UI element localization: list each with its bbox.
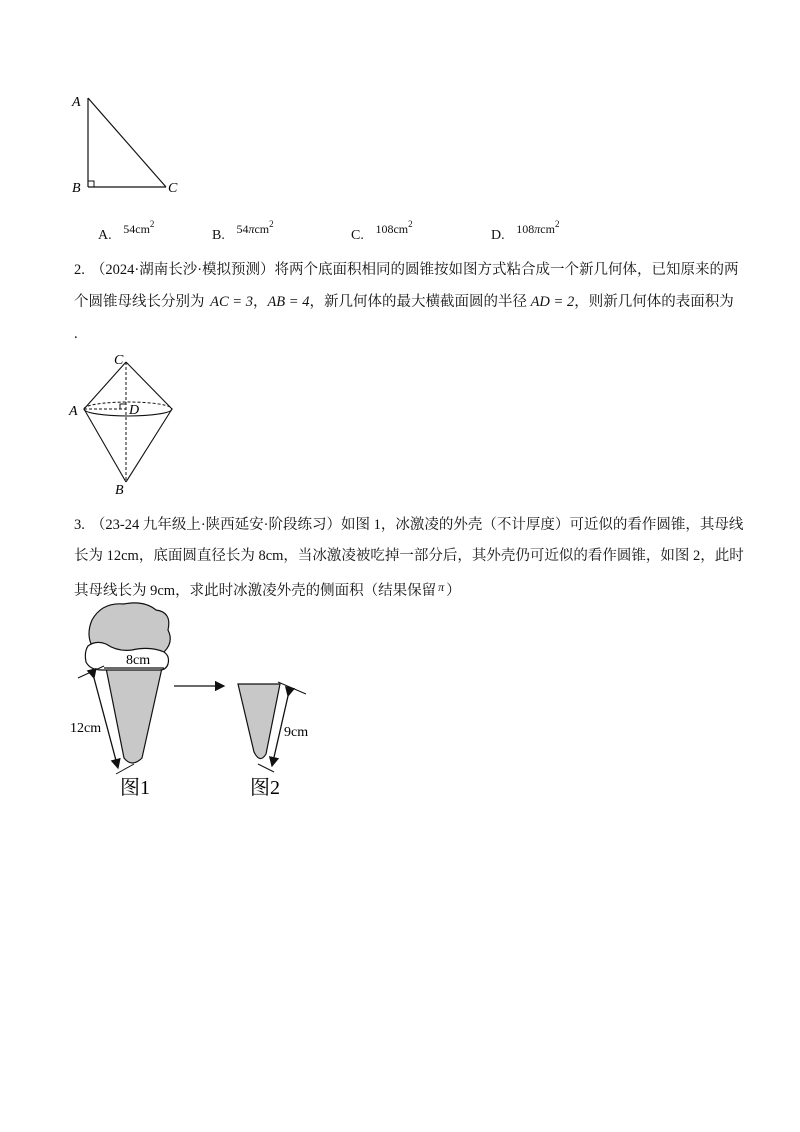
q2-eq-ad: AD = 2 — [530, 294, 575, 310]
q3-line-1 — [74, 515, 743, 535]
fig1-cone — [106, 668, 162, 763]
q2-line-3 — [74, 324, 78, 344]
q2-double-cone-figure — [66, 348, 186, 498]
option-d-value: 108 — [516, 222, 535, 236]
q1-option-a[interactable] — [98, 214, 155, 243]
q3-text-1: 如图 1，冰激凌的外壳（不计厚度）可近似的看作圆锥，其母线 — [341, 517, 744, 533]
q2-label-a: A — [69, 404, 78, 419]
q2-line-b-right — [126, 409, 172, 482]
option-c-value: 108cm — [375, 222, 409, 236]
q1-triangle-figure — [60, 88, 200, 198]
q2-label-b: B — [115, 483, 124, 498]
q3-line-2 — [74, 546, 744, 566]
option-b-label: B. — [212, 228, 225, 243]
q2-text-3: . — [74, 326, 78, 342]
option-b-pi: π — [248, 222, 255, 236]
fig2-slant-label: 9cm — [284, 725, 309, 740]
option-c-label: C. — [351, 228, 364, 243]
q2-label-d: D — [129, 403, 140, 418]
option-d-pi: π — [534, 222, 541, 236]
q2-line-1 — [74, 260, 739, 280]
q2-text-2c: ，则新几何体的表面积为 — [574, 294, 734, 310]
q3-icecream-figure — [60, 600, 320, 805]
option-a-exp: 2 — [149, 219, 155, 229]
fig1-caption: 图1 — [120, 777, 150, 799]
fig1-bottom-ext — [116, 764, 134, 774]
q1-option-d[interactable] — [491, 214, 560, 243]
q2-text-1: 将两个底面积相同的圆锥按如图方式粘合成一个新几何体，已知原来的两 — [274, 262, 739, 278]
q2-source: （2024·湖南长沙·模拟预测） — [90, 262, 275, 278]
q1-right-angle-mark — [88, 181, 94, 187]
fig1-slant-label: 12cm — [70, 721, 102, 736]
q2-label-c: C — [114, 353, 124, 368]
option-c-exp: 2 — [408, 219, 413, 229]
q1-label-a: A — [72, 95, 81, 110]
q1-label-c: C — [168, 181, 178, 196]
q3-text-3-end: ） — [446, 583, 461, 599]
q1-option-b[interactable] — [212, 214, 274, 243]
fig1-diameter-label: 8cm — [126, 653, 151, 668]
fig2-cone — [238, 684, 280, 759]
q3-pi: π — [438, 580, 445, 594]
q3-text-3: 其母线长为 9cm，求此时冰激凌外壳的侧面积（结果保留 — [74, 583, 437, 599]
option-a-value: 54cm — [123, 222, 150, 236]
option-d-unit: cm — [540, 222, 555, 236]
q1-side-ac — [88, 98, 166, 187]
q2-eq-ac: AC = 3 — [210, 294, 253, 310]
option-a-label: A. — [98, 228, 112, 243]
q2-line-ab — [84, 409, 126, 482]
option-b-unit: cm — [254, 222, 270, 236]
q2-line-2 — [74, 292, 734, 312]
option-b-value: 54 — [236, 222, 249, 236]
q3-text-2: 长为 12cm，底面圆直径长为 8cm，当冰激凌被吃掉一部分后，其外壳仍可近似的看作圆锥，如图 2，此时 — [74, 548, 744, 564]
fig2-top-ext — [278, 682, 306, 694]
q2-text-2a: 个圆锥母线长分别为 — [74, 294, 205, 310]
option-d-exp: 2 — [554, 219, 560, 229]
q1-option-c[interactable] — [351, 214, 413, 243]
q2-text-2b: ，新几何体的最大横截面圆的半径 — [309, 294, 527, 310]
q2-ellipse-back — [84, 402, 172, 409]
q2-ellipse-front — [84, 409, 172, 416]
q2-number: 2. — [74, 262, 85, 278]
option-d-label: D. — [491, 228, 505, 243]
q3-line-3 — [74, 577, 461, 601]
fig2-caption: 图2 — [250, 777, 280, 799]
q2-right-angle-mark — [120, 404, 126, 409]
q1-label-b: B — [72, 181, 81, 196]
option-b-exp: 2 — [269, 219, 274, 229]
q3-number: 3. — [74, 517, 85, 533]
q2-sep: ， — [252, 294, 268, 310]
q2-eq-ab: AB = 4 — [267, 294, 310, 310]
q3-source: （23-24 九年级上·陕西延安·阶段练习） — [90, 517, 341, 533]
